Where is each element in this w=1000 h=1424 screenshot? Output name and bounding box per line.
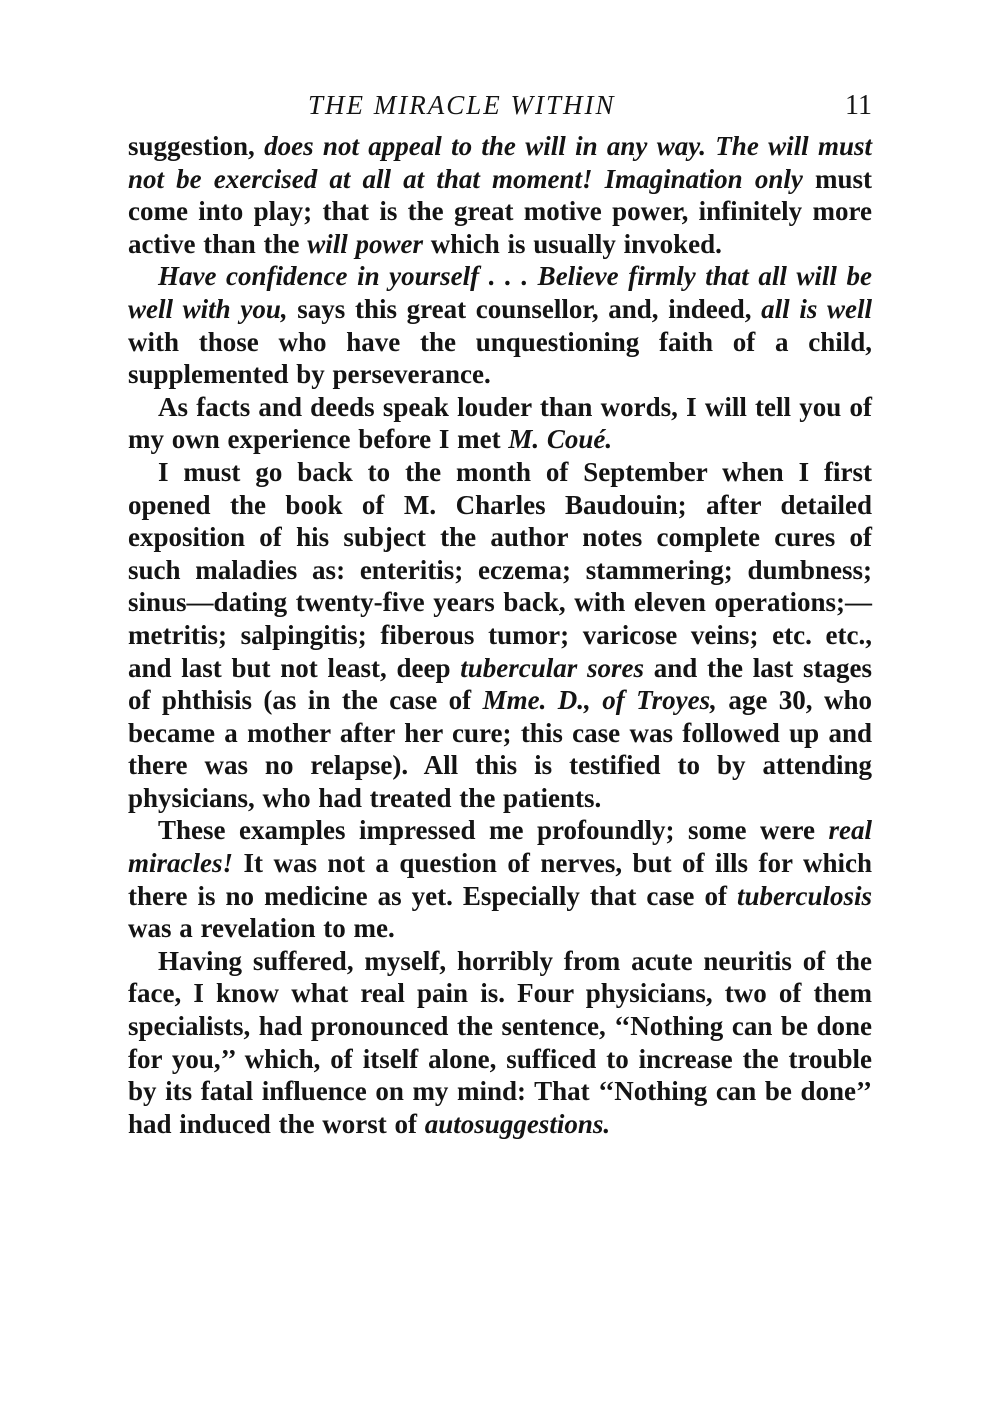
paragraph [128, 814, 872, 944]
body-text [128, 130, 872, 1140]
text-span: and the last stages of phthisis (as in the case of [128, 652, 872, 716]
text-span: age 30, who became a mother after her cure; this case was followed up and there was no relapse). All this is testified to by attending physicians, who had treated the patients. [128, 685, 872, 813]
italic-text-span: tubercular sores [460, 652, 645, 683]
italic-text-span: Have confidence in yourself . . . Believe firmly that all will be well with you, [128, 261, 872, 324]
text-span: was a revelation to me. [128, 913, 395, 944]
italic-text-span: all is well [761, 293, 872, 324]
text-span: Having suffered, myself, horribly from acute neuritis of the face, I know what real pain is. Four physicians, two of them specialists, had pronounced the sentence, ‘‘Nothing can be done for you,’’ which, of itself alone, sufficed to increase the trouble by its fatal influence on my mind: That ‘‘Nothing can be done’’ had induced the worst of [128, 945, 872, 1139]
text-span: must come into play; that is the great motive power, infinitely more active than the [128, 163, 872, 259]
text-span: says this great counsellor, and, indeed, [287, 293, 762, 324]
italic-text-span: will power [307, 228, 423, 259]
paragraph [128, 391, 872, 456]
page-number: 11 [845, 90, 872, 121]
italic-text-span: tuberculosis [736, 880, 872, 911]
italic-text-span: autosuggestions. [424, 1108, 611, 1139]
text-span: These examples impressed me profoundly; some were [158, 815, 829, 846]
running-title: THE MIRACLE WITHIN [308, 90, 616, 120]
text-span: It was not a question of nerves, but of ills for which there is no medicine as yet. Especially that case of [128, 848, 872, 911]
text-span: which is usually invoked. [423, 228, 722, 259]
book-page [128, 82, 872, 1140]
page-header [128, 82, 872, 130]
text-span: As facts and deeds speak louder than words, I will tell you of my own experience before I met [128, 391, 872, 455]
text-span: I must go back to the month of September when I first opened the book of M. Charles Baudouin; after detailed exposition of his subject the author notes complete cures of such maladies as: enteritis; eczema; stammering; dumbness; sinus—dating twenty-five years back, with eleven operations;—metritis; salpingitis; fiberous tumor; varicose veins; etc. etc., and last but not least, deep [128, 456, 872, 683]
text-span: with those who have the unquestioning faith of a child, supplemented by perseverance. [128, 326, 872, 390]
italic-text-span: does not appeal to the will in any way. The will must not be exercised at all at that moment! Imagination only [128, 131, 872, 194]
italic-text-span: real miracles! [128, 815, 872, 879]
italic-text-span: M. Coué. [508, 424, 613, 455]
italic-text-span: Mme. D., of Troyes, [482, 685, 717, 716]
paragraph [128, 130, 872, 260]
paragraph [128, 945, 872, 1141]
paragraph [128, 456, 872, 815]
paragraph [128, 260, 872, 390]
text-span: suggestion, [128, 131, 265, 161]
